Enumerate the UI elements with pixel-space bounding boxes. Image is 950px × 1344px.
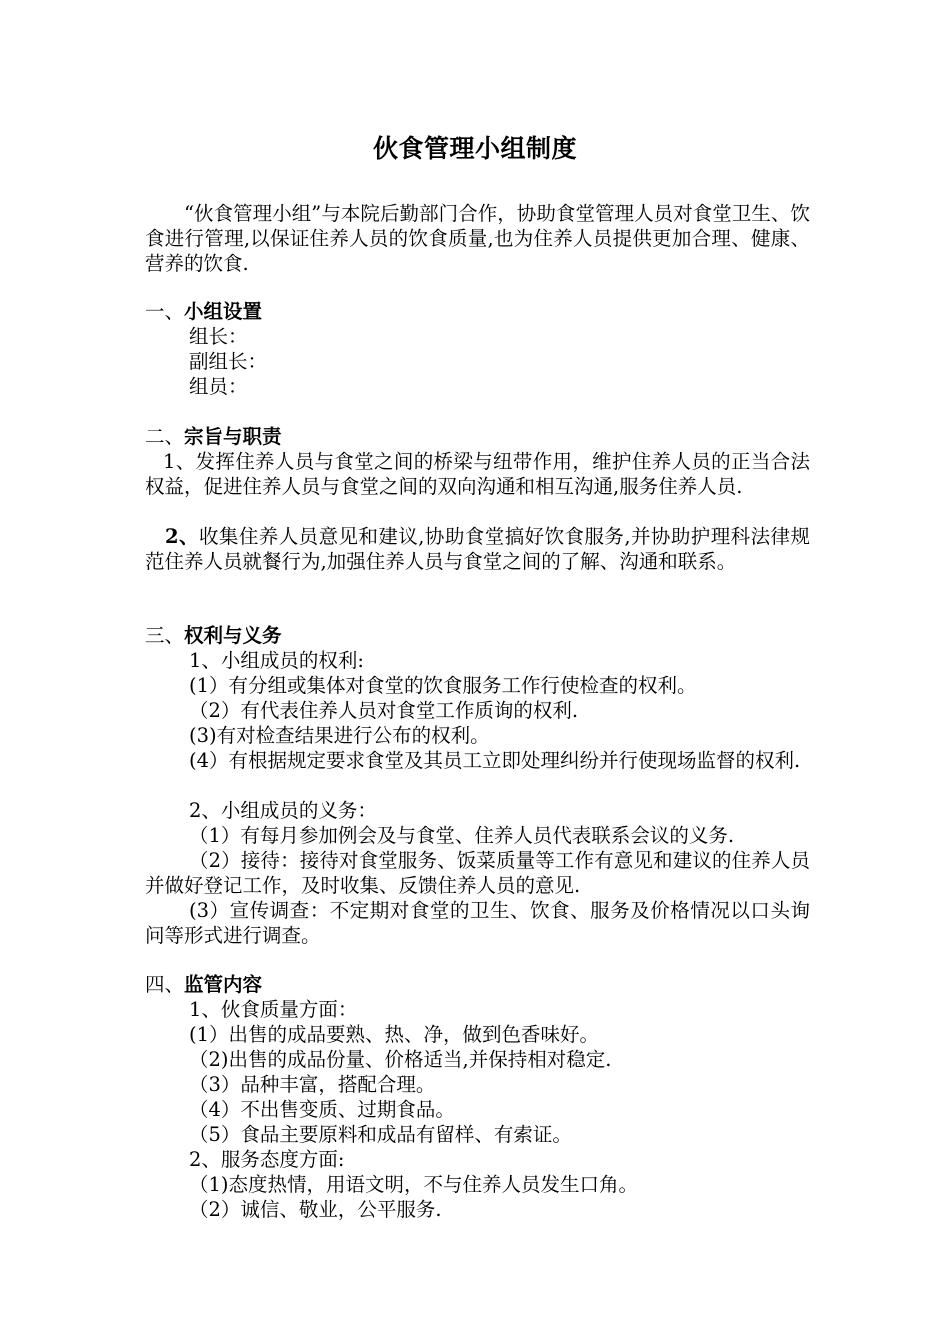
vice-leader-line: 副组长： (189, 350, 268, 373)
item-text: 收集住养人员意见和建议,协助食堂搞好饮食服务,并协助护理科法律规范住养人员就餐行为,加强住养人员与食堂之间的了解、沟通和联系。 (145, 525, 810, 573)
section-number: 三、 (145, 624, 185, 647)
section-heading-1 (145, 299, 262, 324)
obligation-item-2: （2）接待：接待对食堂服务、饭菜质量等工作有意见和建议的住养人员并做好登记工作，及时收集、反馈住养人员的意见. (145, 849, 810, 897)
section-number: 四、 (145, 973, 185, 996)
section-heading-2 (145, 424, 282, 449)
section-title: 宗旨与职责 (184, 425, 282, 448)
duties-heading: 2、小组成员的义务： (189, 799, 377, 822)
section-heading-3 (145, 623, 282, 648)
section-title: 小组设置 (184, 300, 263, 323)
right-item-4: (4）有根据规定要求食堂及其员工立即处理纠纷并行使现场监督的权利. (189, 749, 801, 772)
obligation-item-3: (3）宣传调查：不定期对食堂的卫生、饮食、服务及价格情况以口头询问等形式进行调查。 (145, 899, 810, 947)
right-item-2: （2）有代表住养人员对食堂工作质询的权利. (189, 699, 579, 722)
document-title: 伙食管理小组制度 (372, 134, 577, 163)
duty-item-1: 1、发挥住养人员与食堂之间的桥梁与纽带作用，维护住养人员的正当合法权益，促进住养人员与食堂之间的双向沟通和相互沟通,服务住养人员. (145, 450, 810, 498)
service-item-1: （1)态度热情，用语文明，不与住养人员发生口角。 (189, 1173, 639, 1196)
rights-heading: 1、小组成员的权利: (189, 649, 364, 672)
right-item-3: (3)有对检查结果进行公布的权利。 (189, 724, 490, 747)
section-number: 二、 (145, 425, 185, 448)
item-number: 2、 (165, 525, 199, 548)
section-number: 一、 (145, 300, 185, 323)
members-line: 组员： (189, 375, 248, 398)
group-leader-line: 组长： (189, 325, 248, 348)
intro-paragraph: “伙食管理小组”与本院后勤部门合作，协助食堂管理人员对食堂卫生、饮食进行管理,以保证住养人员的饮食质量,也为住养人员提供更加合理、健康、营养的饮食. (145, 202, 810, 275)
service-heading: 2、服务态度方面: (189, 1148, 345, 1171)
section-heading-4 (145, 972, 262, 997)
quality-item-3: （3）品种丰富，搭配合理。 (189, 1073, 436, 1096)
quality-item-4: （4）不出售变质、过期食品。 (189, 1098, 455, 1121)
quality-item-5: （5）食品主要原料和成品有留样、有索证。 (189, 1123, 572, 1146)
obligation-item-1: （1）有每月参加例会及与食堂、住养人员代表联系会议的义务. (189, 824, 735, 847)
quality-item-1: (1）出售的成品要熟、热、净，做到色香味好。 (189, 1023, 600, 1046)
duty-item-2 (145, 524, 810, 574)
service-item-2: （2）诚信、敬业，公平服务. (189, 1198, 442, 1221)
right-item-1: (1）有分组或集体对食堂的饮食服务工作行使检查的权利。 (189, 674, 697, 697)
quality-heading: 1、伙食质量方面： (189, 998, 358, 1021)
section-title: 监管内容 (184, 973, 263, 996)
section-title: 权利与义务 (184, 624, 282, 647)
quality-item-2: （2)出售的成品份量、价格适当,并保持相对稳定. (189, 1048, 612, 1071)
